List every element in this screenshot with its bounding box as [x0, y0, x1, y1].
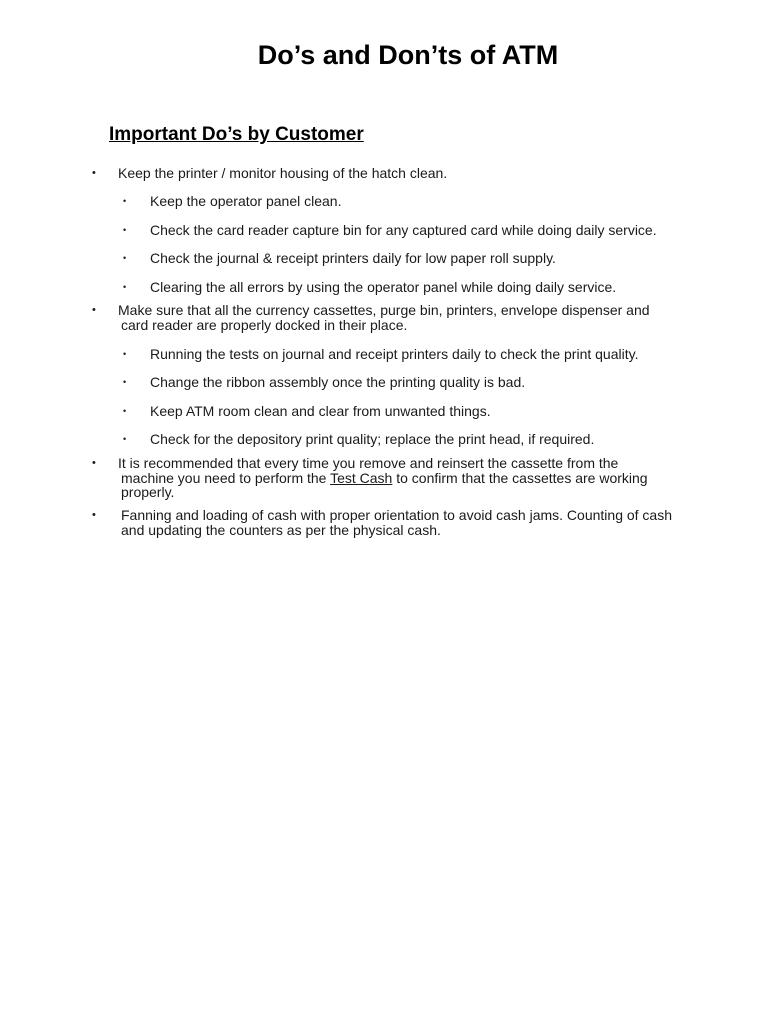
list-item-text: Fanning and loading of cash with proper orientation to avoid cash jams. Counting of cash — [121, 507, 673, 523]
bullet-icon: • — [123, 349, 127, 359]
list-item-text: card reader are properly docked in their place. — [121, 316, 408, 333]
bullet-icon: • — [123, 282, 127, 292]
bullet-icon: • — [92, 457, 96, 469]
list-item-text: It is recommended that every time you remove and reinsert the cassette from the — [118, 455, 619, 471]
bullet-icon: • — [123, 377, 127, 387]
list-item-text: Keep the operator panel clean. — [150, 193, 342, 209]
list-item-text: Keep ATM room clean and clear from unwanted things. — [150, 403, 491, 419]
list-item-text: Running the tests on journal and receipt printers daily to check the print quality. — [150, 346, 639, 362]
list-item — [123, 374, 690, 390]
list-item — [123, 250, 690, 266]
bullet-icon: • — [92, 509, 96, 521]
document-title: Do’s and Don’ts of ATM — [257, 40, 559, 70]
list-item-text: Check the journal & receipt printers daily for low paper roll supply. — [150, 250, 556, 266]
list-item — [92, 302, 678, 333]
list-item — [92, 507, 681, 538]
bullet-icon: • — [123, 225, 127, 235]
bullet-icon: • — [123, 406, 127, 416]
bullet-icon: • — [123, 196, 127, 206]
list-item-text: Make sure that all the currency cassettes, purge bin, printers, envelope dispenser and — [118, 302, 650, 318]
test-cash-term: Test Cash — [330, 469, 393, 486]
list-item — [92, 455, 678, 500]
list-item-text: machine you need to perform the — [121, 469, 331, 486]
list-item — [123, 222, 690, 238]
list-item-text: Change the ribbon assembly once the printing quality is bad. — [150, 374, 526, 390]
list-item-text: and updating the counters as per the physical cash. — [121, 521, 441, 538]
bullet-icon: • — [123, 253, 127, 263]
bullet-icon: • — [123, 434, 127, 444]
list-item-text: Check the card reader capture bin for any captured card while doing daily service. — [150, 222, 657, 238]
list-item — [92, 165, 678, 181]
list-item-text: Clearing the all errors by using the operator panel while doing daily service. — [150, 279, 617, 295]
section-heading: Important Do’s by Customer — [109, 124, 364, 145]
list-item — [123, 431, 690, 447]
list-item-text: Keep the printer / monitor housing of the hatch clean. — [118, 165, 448, 181]
bullet-icon: • — [92, 304, 96, 316]
list-item-text: to confirm that the cassettes are working — [392, 469, 648, 486]
list-item-text: properly. — [121, 484, 175, 500]
list-item — [123, 346, 690, 362]
list-item — [123, 279, 690, 295]
list-item — [123, 403, 690, 419]
list-item-text-line — [118, 471, 678, 486]
list-item — [123, 193, 690, 209]
list-item-text: Check for the depository print quality; replace the print head, if required. — [150, 431, 595, 447]
bullet-icon: • — [92, 167, 96, 179]
